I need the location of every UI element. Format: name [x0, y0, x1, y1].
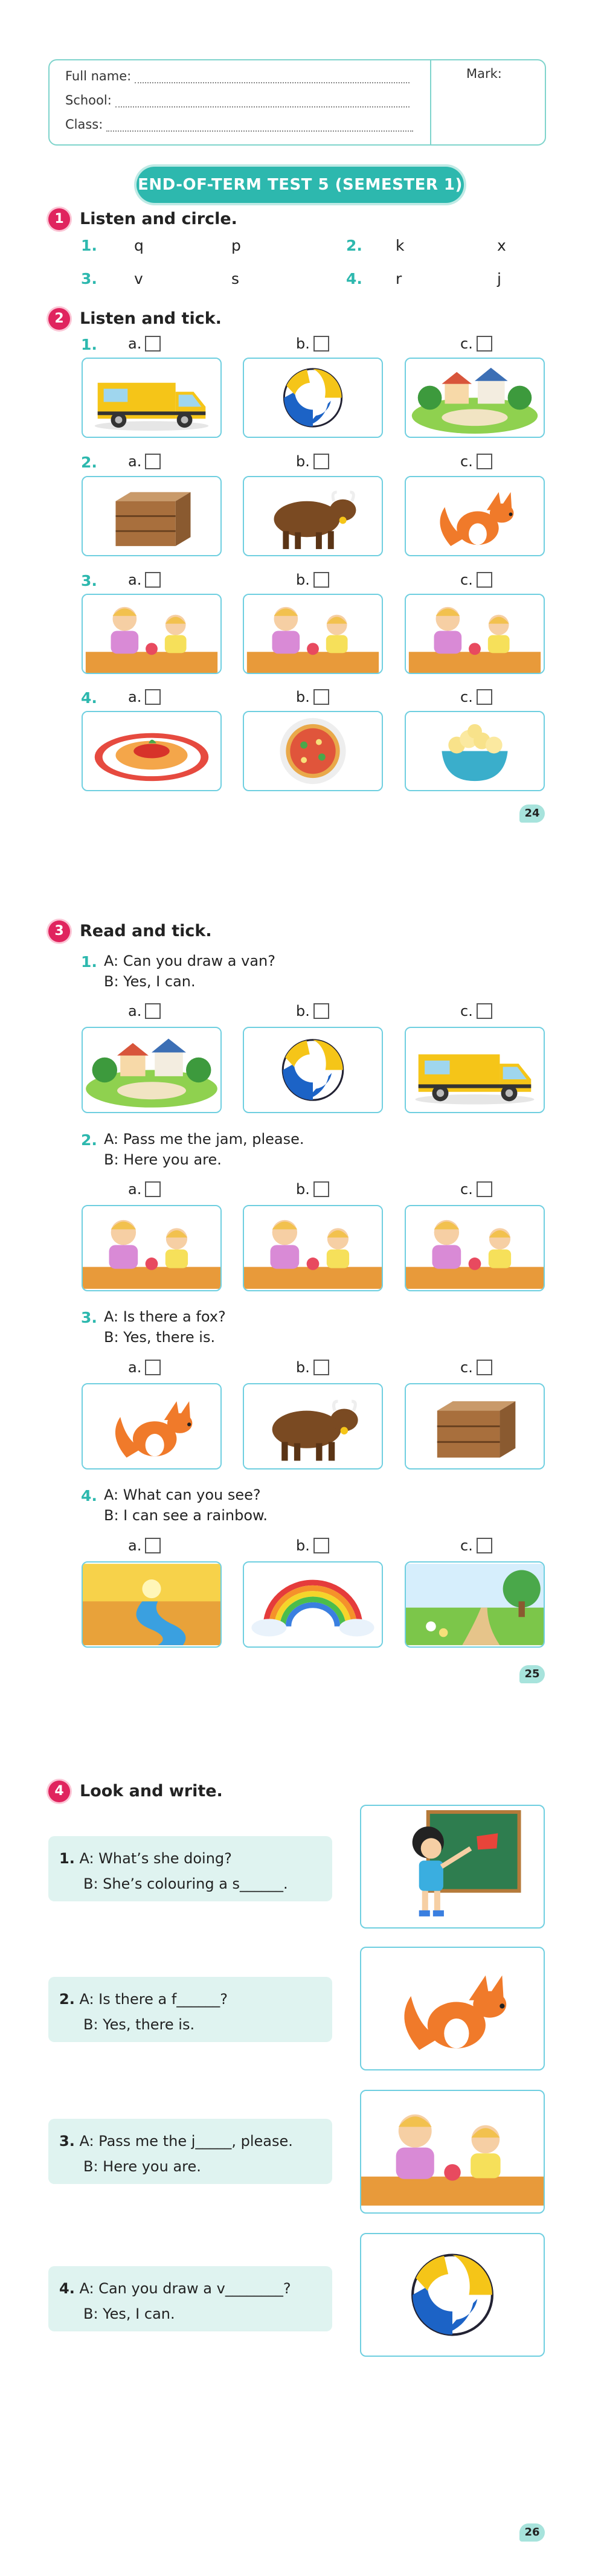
s1-item-2-option-a[interactable]: k: [396, 237, 405, 254]
option-label: c.: [460, 453, 473, 470]
tick-box[interactable]: [313, 454, 329, 469]
s3-item-2-line-a: A: Pass me the jam, please.: [104, 1131, 304, 1148]
s2-row-3-number: 3.: [81, 572, 97, 589]
s2-r4-option-b[interactable]: [296, 689, 329, 705]
family-juice-image: [405, 594, 545, 674]
s3-i2-option-a[interactable]: [128, 1181, 161, 1198]
fox-image: [82, 1383, 222, 1469]
s3-item-3-number: 3.: [81, 1309, 97, 1326]
option-label: c.: [460, 335, 473, 352]
option-label: c.: [460, 1537, 473, 1554]
school-line: [65, 93, 410, 108]
s4-item-1-number: 1.: [59, 1850, 75, 1867]
rainbow-image: [243, 1561, 383, 1648]
s3-item-3-line-b: B: Yes, there is.: [104, 1329, 216, 1346]
class-line: [65, 117, 413, 132]
option-label: a.: [128, 1181, 142, 1198]
s4-item-2-line-a[interactable]: A: Is there a f______?: [79, 1991, 228, 2008]
full-name-line: [65, 69, 410, 83]
tick-box[interactable]: [477, 454, 492, 469]
tick-box[interactable]: [313, 1538, 329, 1553]
tick-box[interactable]: [477, 336, 492, 352]
mark-divider: [430, 60, 431, 144]
option-label: b.: [296, 453, 310, 470]
s1-item-4-option-b[interactable]: j: [497, 270, 501, 287]
page-number-24: 24: [519, 805, 545, 823]
s3-item-4-dialog: [104, 1485, 268, 1526]
option-label: a.: [128, 453, 142, 470]
tick-box[interactable]: [477, 1538, 492, 1553]
s4-item-3-number: 3.: [59, 2133, 75, 2150]
s2-r4-option-a[interactable]: [128, 689, 161, 705]
tick-box[interactable]: [313, 1181, 329, 1197]
s3-item-4-number: 4.: [81, 1487, 97, 1505]
test-title-banner: END-OF-TERM TEST 5 (SEMESTER 1): [137, 167, 464, 203]
s3-i1-option-c[interactable]: [460, 1003, 492, 1020]
tick-box[interactable]: [145, 1360, 161, 1375]
spaghetti-image: [82, 711, 222, 791]
s1-item-4-option-a[interactable]: r: [396, 270, 402, 287]
full-name-label: Full name:: [65, 69, 132, 83]
garden-image: [405, 1561, 545, 1648]
s1-item-2-number: 2.: [346, 237, 362, 254]
school-field[interactable]: [115, 97, 410, 108]
section-4-title: Look and write.: [80, 1782, 223, 1800]
option-label: b.: [296, 689, 310, 705]
option-label: c.: [460, 1181, 473, 1198]
mark-label: Mark:: [466, 66, 502, 81]
section-4-number: 4: [48, 1781, 70, 1802]
tick-box[interactable]: [313, 689, 329, 705]
s1-item-1-option-a[interactable]: q: [134, 237, 144, 254]
tick-box[interactable]: [477, 1360, 492, 1375]
river-image: [82, 1561, 222, 1648]
s3-i4-option-b[interactable]: [296, 1537, 329, 1554]
s2-r2-option-c[interactable]: [460, 453, 492, 470]
tick-box[interactable]: [145, 572, 161, 588]
option-label: b.: [296, 1537, 310, 1554]
option-label: b.: [296, 1003, 310, 1020]
s3-i3-option-a[interactable]: [128, 1359, 161, 1376]
fox-image: [360, 1947, 545, 2070]
s3-item-4-line-a: A: What can you see?: [104, 1486, 261, 1503]
park-image: [82, 1027, 222, 1113]
s4-item-1-line-b[interactable]: B: She’s colouring a s______.: [83, 1875, 288, 1892]
s4-item-3-box: [48, 2119, 332, 2184]
s3-item-3-dialog: [104, 1306, 226, 1347]
option-label: a.: [128, 689, 142, 705]
s2-r1-option-c[interactable]: [460, 335, 492, 352]
s4-item-2-number: 2.: [59, 1991, 75, 2008]
box-image: [82, 476, 222, 556]
s2-r2-option-a[interactable]: [128, 453, 161, 470]
student-info-box: [48, 59, 546, 146]
s1-item-3-option-a[interactable]: v: [134, 270, 143, 287]
ball-image: [360, 2233, 545, 2357]
s1-item-1-number: 1.: [81, 237, 97, 254]
pizza-image: [243, 711, 383, 791]
full-name-field[interactable]: [135, 72, 410, 83]
s4-item-4-number: 4.: [59, 2280, 75, 2297]
s3-item-3-line-a: A: Is there a fox?: [104, 1308, 226, 1325]
s2-r4-option-c[interactable]: [460, 689, 492, 705]
s3-i1-option-b[interactable]: [296, 1003, 329, 1020]
school-label: School:: [65, 93, 112, 108]
section-2-title: Listen and tick.: [80, 309, 222, 328]
s4-item-1-line-a: A: What’s she doing?: [79, 1850, 232, 1867]
section-1-title: Listen and circle.: [80, 210, 237, 228]
family-jam-image: [243, 594, 383, 674]
s2-r3-option-a[interactable]: [128, 571, 161, 588]
tick-box[interactable]: [145, 1538, 161, 1553]
option-label: a.: [128, 335, 142, 352]
section-3-number: 3: [48, 920, 70, 942]
page-number-26: 26: [519, 2523, 545, 2542]
s1-item-2-option-b[interactable]: x: [497, 237, 506, 254]
s3-i2-option-c[interactable]: [460, 1181, 492, 1198]
s2-row-1-number: 1.: [81, 336, 97, 353]
s2-row-4-number: 4.: [81, 689, 97, 707]
girl-board-image: [360, 1805, 545, 1929]
box-image: [405, 1383, 545, 1469]
class-label: Class:: [65, 117, 103, 132]
tick-box[interactable]: [145, 454, 161, 469]
family-cake-image: [82, 1205, 222, 1291]
tick-box[interactable]: [313, 336, 329, 352]
s3-item-4-line-b: B: I can see a rainbow.: [104, 1507, 268, 1524]
option-label: c.: [460, 1359, 473, 1376]
option-label: a.: [128, 1359, 142, 1376]
s2-r2-option-b[interactable]: [296, 453, 329, 470]
s4-item-4-line-a[interactable]: A: Can you draw a v________?: [79, 2280, 291, 2297]
s3-i4-option-a[interactable]: [128, 1537, 161, 1554]
section-3-title: Read and tick.: [80, 922, 212, 940]
s3-i1-option-a[interactable]: [128, 1003, 161, 1020]
class-field[interactable]: [106, 121, 413, 132]
s3-item-1-line-a: A: Can you draw a van?: [104, 952, 276, 969]
s3-i3-option-c[interactable]: [460, 1359, 492, 1376]
section-2-number: 2: [48, 308, 70, 330]
s3-item-2-dialog: [104, 1129, 304, 1170]
tick-box[interactable]: [477, 689, 492, 705]
s1-item-1-option-b[interactable]: p: [231, 237, 241, 254]
s3-i2-option-b[interactable]: [296, 1181, 329, 1198]
option-label: b.: [296, 335, 310, 352]
tick-box[interactable]: [313, 1003, 329, 1019]
family-juice-image: [360, 2090, 545, 2214]
option-label: a.: [128, 571, 142, 588]
section-1-number: 1: [48, 208, 70, 230]
ox-image: [243, 1383, 383, 1469]
van-image: [82, 358, 222, 438]
s3-item-1-dialog: [104, 951, 275, 992]
tick-box[interactable]: [145, 689, 161, 705]
s3-i4-option-c[interactable]: [460, 1537, 492, 1554]
s4-item-4-box: [48, 2266, 332, 2331]
s2-r3-option-c[interactable]: [460, 571, 492, 588]
option-label: c.: [460, 689, 473, 705]
page-number-25: 25: [519, 1665, 545, 1683]
s3-item-1-line-b: B: Yes, I can.: [104, 973, 196, 990]
tick-box[interactable]: [145, 336, 161, 352]
s2-row-2-number: 2.: [81, 454, 97, 471]
option-label: b.: [296, 1359, 310, 1376]
s3-item-2-line-b: B: Here you are.: [104, 1151, 222, 1168]
s2-r3-option-b[interactable]: [296, 571, 329, 588]
s4-item-1-box: [48, 1836, 332, 1901]
option-label: b.: [296, 1181, 310, 1198]
s4-item-4-line-b: B: Yes, I can.: [83, 2305, 175, 2322]
tick-box[interactable]: [477, 1181, 492, 1197]
tick-box[interactable]: [477, 1003, 492, 1019]
tick-box[interactable]: [477, 572, 492, 588]
ball-image: [243, 358, 383, 438]
s1-item-3-number: 3.: [81, 270, 97, 287]
fox-image: [405, 476, 545, 556]
option-label: c.: [460, 1003, 473, 1020]
tick-box[interactable]: [313, 1360, 329, 1375]
s3-item-2-number: 2.: [81, 1131, 97, 1149]
s4-item-2-box: [48, 1977, 332, 2042]
option-label: c.: [460, 571, 473, 588]
tick-box[interactable]: [313, 572, 329, 588]
van-image: [405, 1027, 545, 1113]
ball-image: [243, 1027, 383, 1113]
s3-item-1-number: 1.: [81, 953, 97, 971]
s1-item-3-option-b[interactable]: s: [231, 270, 240, 287]
s4-item-3-line-a[interactable]: A: Pass me the j_____, please.: [79, 2133, 293, 2150]
option-label: a.: [128, 1537, 142, 1554]
family-juice-image: [405, 1205, 545, 1291]
s4-item-3-line-b: B: Here you are.: [83, 2158, 201, 2175]
option-label: b.: [296, 571, 310, 588]
s1-item-4-number: 4.: [346, 270, 362, 287]
s3-i3-option-b[interactable]: [296, 1359, 329, 1376]
family-jam-image: [243, 1205, 383, 1291]
family-cake-image: [82, 594, 222, 674]
option-label: a.: [128, 1003, 142, 1020]
tick-box[interactable]: [145, 1181, 161, 1197]
ox-image: [243, 476, 383, 556]
tick-box[interactable]: [145, 1003, 161, 1019]
popcorn-image: [405, 711, 545, 791]
s2-r1-option-a[interactable]: [128, 335, 161, 352]
s4-item-2-line-b: B: Yes, there is.: [83, 2016, 195, 2033]
park-image: [405, 358, 545, 438]
s2-r1-option-b[interactable]: [296, 335, 329, 352]
